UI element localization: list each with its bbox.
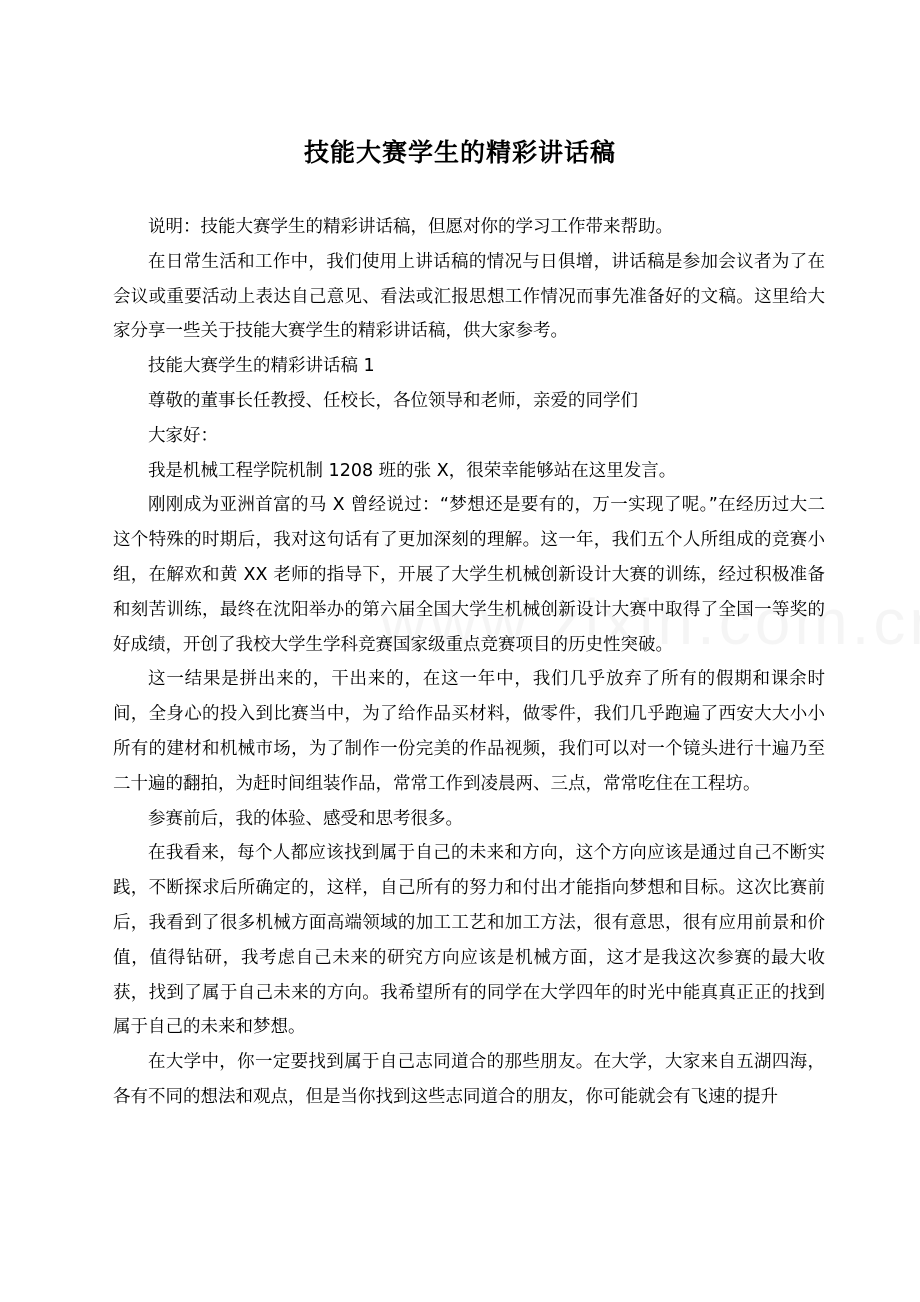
paragraph-salutation: 尊敬的董事长任教授、任校长，各位领导和老师，亲爱的同学们 bbox=[148, 390, 638, 411]
document-body bbox=[113, 210, 825, 1115]
paragraph: 参赛前后，我的体验、感受和思考很多。 bbox=[148, 808, 463, 829]
paragraph: 在大学中，你一定要找到属于自己志同道合的那些朋友。在大学，大家来自五湖四海，各有不同的想法和观点，但是当你找到这些志同道合的朋友，你可能就会有飞速的提升 bbox=[113, 1052, 825, 1107]
paragraph-self-intro: 我是机械工程学院机制 1208 班的张 X，很荣幸能够站在这里发言。 bbox=[148, 460, 677, 481]
paragraph-intro: 在日常生活和工作中，我们使用上讲话稿的情况与日俱增，讲话稿是参加会议者为了在会议或重要活动上表达自己意见、看法或汇报思想工作情况而事先准备好的文稿。这里给大家分享一些关于技能大赛学生的精彩讲话稿，供大家参考。 bbox=[113, 251, 825, 342]
paragraph: 这一结果是拼出来的，干出来的，在这一年中，我们几乎放弃了所有的假期和课余时间，全身心的投入到比赛当中，为了给作品买材料，做零件，我们几乎跑遍了西安大大小小所有的建材和机械市场，为了制作一份完美的作品视频，我们可以对一个镜头进行十遍乃至二十遍的翻拍，为赶时间组装作品，常常工作到凌晨两、三点，常常吃住在工程坊。 bbox=[113, 669, 825, 794]
paragraph: 刚刚成为亚洲首富的马 X 曾经说过：“梦想还是要有的，万一实现了呢。”在经历过大二这个特殊的时期后，我对这句话有了更加深刻的理解。这一年，我们五个人所组成的竞赛小组，在解欢和黄 XX 老师的指导下，开展了大学生机械创新设计大赛的训练，经过积极准备和刻苦训练，最终在沈阳举办的第六届全国大学生机械创新设计大赛中取得了全国一等奖的好成绩，开创了我校大学生学科竞赛国家级重点竞赛项目的历史性突破。 bbox=[113, 495, 825, 655]
paragraph: 在我看来，每个人都应该找到属于自己的未来和方向，这个方向应该是通过自己不断实践，不断探求后所确定的，这样，自己所有的努力和付出才能指向梦想和目标。这次比赛前后，我看到了很多机械方面高端领域的加工工艺和加工方法，很有意思，很有应用前景和价值，值得钻研，我考虑自己未来的研究方向应该是机械方面，这才是我这次参赛的最大收获，找到了属于自己未来的方向。我希望所有的同学在大学四年的时光中能真真正正的找到属于自己的未来和梦想。 bbox=[113, 843, 825, 1038]
paragraph-intro-note: 说明：技能大赛学生的精彩讲话稿，但愿对你的学习工作带来帮助。 bbox=[148, 217, 673, 237]
section-heading: 技能大赛学生的精彩讲话稿 1 bbox=[148, 356, 375, 377]
paragraph-greeting: 大家好： bbox=[148, 425, 218, 446]
document-title: 技能大赛学生的精彩讲话稿 bbox=[303, 137, 616, 167]
